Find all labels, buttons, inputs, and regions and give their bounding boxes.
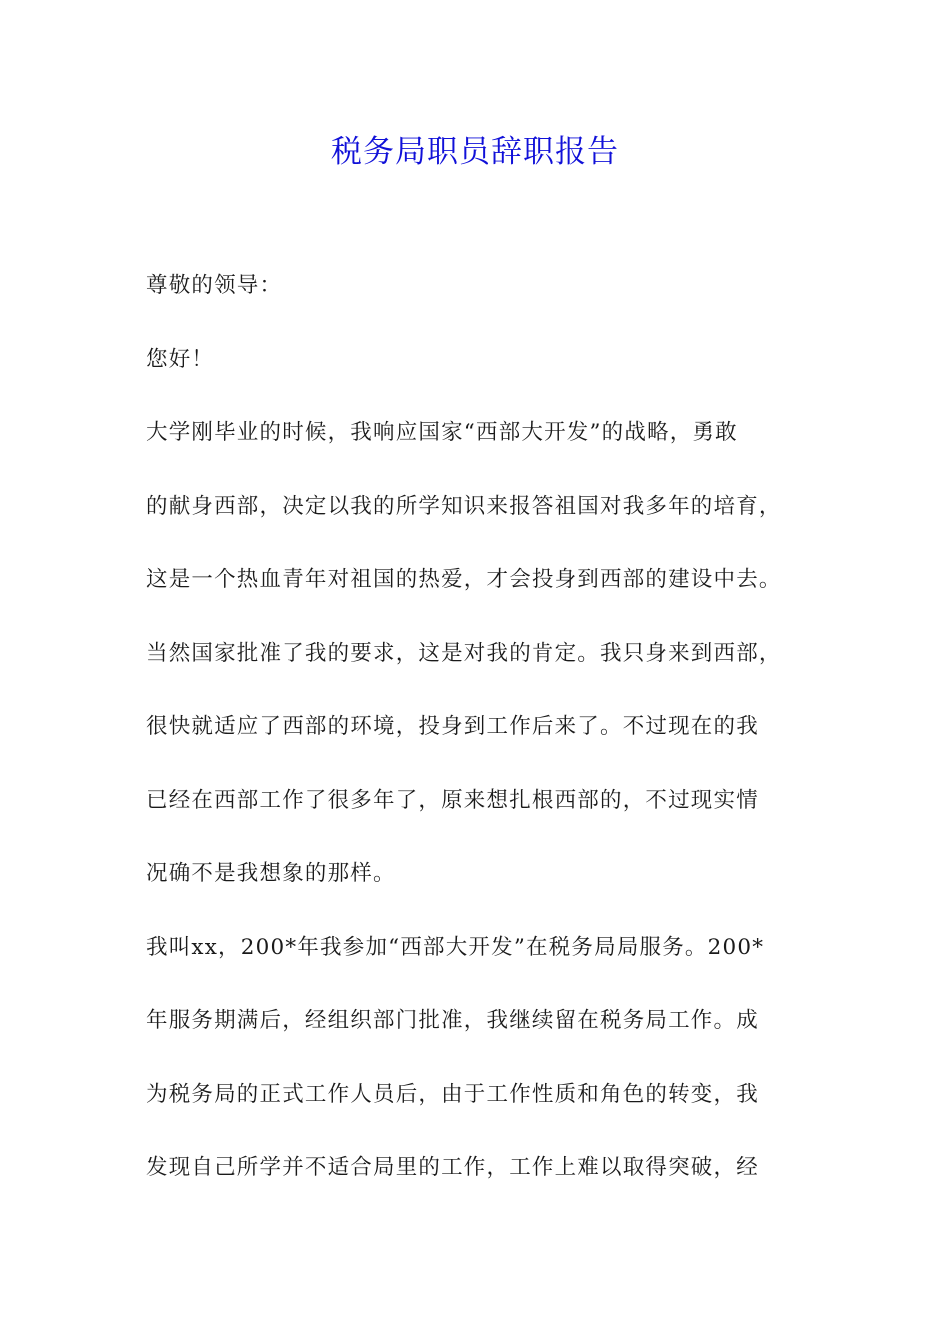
paragraph-line: 很快就适应了西部的环境，投身到工作后来了。不过现在的我 — [146, 714, 759, 739]
paragraph-line: 况确不是我想象的那样。 — [146, 861, 396, 886]
paragraph-line: 这是一个热血青年对祖国的热爱，才会投身到西部的建设中去。 — [146, 567, 782, 592]
paragraph-line: 发现自己所学并不适合局里的工作，工作上难以取得突破，经 — [146, 1155, 759, 1180]
document-body — [146, 266, 816, 1222]
salutation: 尊敬的领导： — [146, 273, 283, 298]
paragraph-line: 大学刚毕业的时候，我响应国家“西部大开发”的战略，勇敢 — [146, 420, 738, 445]
paragraph-line: 为税务局的正式工作人员后，由于工作性质和角色的转变，我 — [146, 1081, 759, 1107]
greeting: 您好！ — [146, 346, 215, 372]
document-title: 税务局职员辞职报告 — [331, 134, 619, 170]
paragraph-line: 我叫xx，200*年我参加“西部大开发”在税务局局服务。200* — [146, 934, 765, 960]
paragraph-line: 已经在西部工作了很多年了，原来想扎根西部的，不过现实情 — [146, 787, 759, 813]
paragraph-line: 的献身西部，决定以我的所学知识来报答祖国对我多年的培育， — [146, 493, 782, 519]
paragraph-line: 年服务期满后，经组织部门批准，我继续留在税务局工作。成 — [146, 1008, 759, 1033]
paragraph-line: 当然国家批准了我的要求，这是对我的肯定。我只身来到西部， — [146, 640, 782, 666]
